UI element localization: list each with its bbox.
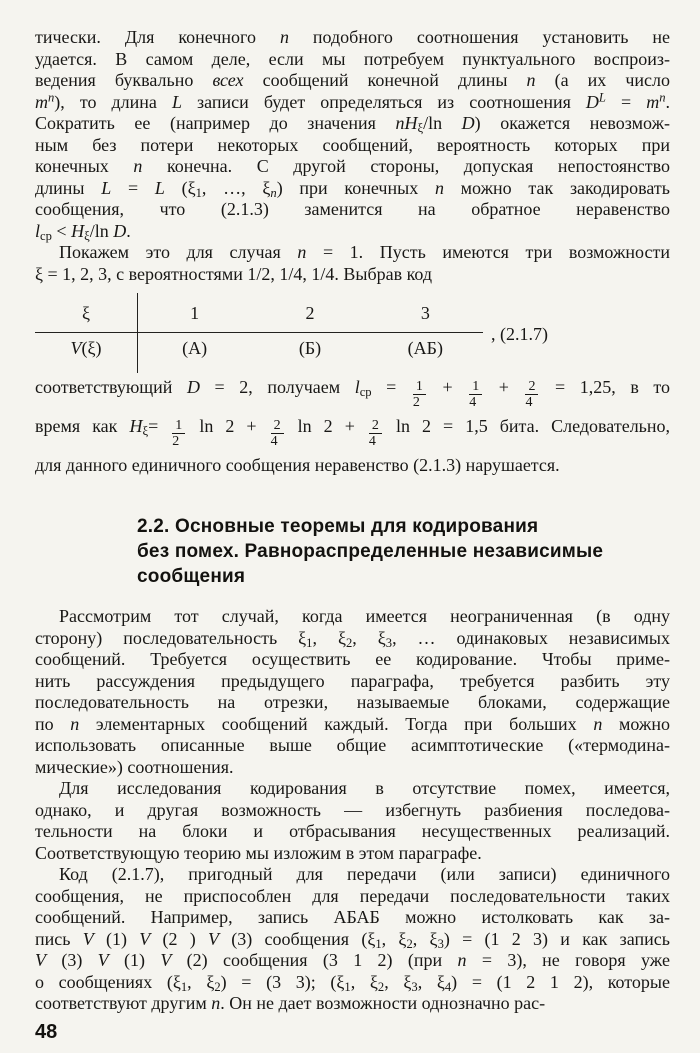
text-line: пись V (1) V (2 ) V (3) сообщения ($\xi_1$, $\xi_2$, $\xi_3) = (1$ 2 3) и как запись bbox=[35, 928, 670, 952]
fraction: $\frac{2}{4}$ bbox=[525, 379, 538, 411]
text-line: соответствуют другим n. Он не дает возможности однозначно рас- bbox=[35, 993, 546, 1014]
fraction: $\frac{1}{4}$ bbox=[469, 379, 482, 411]
code-table bbox=[35, 298, 483, 366]
text-line: нить рассуждения предыдущего параграфа, требуется разбить эту bbox=[35, 670, 670, 691]
text-line: последовательность на отрезки, называемые блоками, содержащие bbox=[35, 692, 670, 713]
text-line: по n элементарных сообщений каждый. Тогда при больших n можно bbox=[35, 713, 670, 734]
table-value-cell: (Б) bbox=[298, 337, 322, 358]
fraction: $\frac{1}{2}$ bbox=[172, 418, 185, 450]
text-line: сообщения, не приспособлен для передачи последовательности таких bbox=[35, 885, 670, 906]
text-line: $m^n$), то длина L записи будет определяться из соотношения $D^L = m^n$. bbox=[35, 90, 670, 112]
paragraph-code-limitation bbox=[35, 864, 670, 1015]
page-number: 48 bbox=[35, 1020, 58, 1043]
text-line: мические») соотношения. bbox=[35, 756, 234, 777]
equation-comma: , bbox=[491, 324, 496, 345]
text-line: удается. В самом деле, если мы потребуем пунктуального воспроиз- bbox=[35, 48, 670, 69]
fraction: $\frac{2}{4}$ bbox=[271, 418, 284, 450]
text-line: конечных n конечна. С другой стороны, допуская непостоянство bbox=[35, 156, 670, 176]
text-line: использовать описанные выше общие асимптотические («термодина- bbox=[35, 735, 670, 756]
text-line: однако, и другая возможность — избегнуть разбиения последова- bbox=[35, 799, 670, 820]
table-value-label: V(ξ) bbox=[70, 337, 102, 358]
text-line: $l_{ср} < H_\xi/\ln$ D. bbox=[35, 220, 131, 243]
equation-label: (2.1.7) bbox=[500, 324, 548, 345]
text-line: ведения буквально всех сообщений конечной длины n (а их число bbox=[35, 70, 670, 90]
table-value-cell: (А) bbox=[182, 337, 208, 358]
table-header-cell: 3 bbox=[420, 303, 430, 323]
text-line: сообщения, что (2.1.3) заменится на обратное неравенство bbox=[35, 199, 670, 219]
text-line: сообщений. Требуется осуществить ее кодирование. Чтобы приме- bbox=[35, 649, 670, 670]
fraction: $\frac{1}{2}$ bbox=[413, 379, 426, 411]
text-line: ным без потери некоторых сообщений, вероятность которых при bbox=[35, 134, 670, 155]
fraction: $\frac{2}{4}$ bbox=[369, 418, 382, 450]
text-line: о сообщениях ($\xi_1$, $\xi_2) = (3$ 3); ($\xi_1$, $\xi_2$, $\xi_3$, $\xi_4) = (1$ 2 1 2), которые bbox=[35, 971, 671, 995]
text-line: без помех. Равнораспределенные независимые bbox=[137, 541, 604, 563]
text-line: Сократить ее (например до значения $nH_\xi/\ln$ D) окажется невозмож- bbox=[35, 113, 670, 136]
text-line: Код (2.1.7), пригодный для передачи (или записи) единичного bbox=[59, 864, 670, 885]
text-line: Рассмотрим тот случай, когда имеется неограниченная (в одну bbox=[59, 606, 670, 627]
text-line: ξ = 1, 2, 3, с вероятностями 1/2, 1/4, 1/4. Выбрав код bbox=[35, 263, 433, 284]
text-line: Для исследования кодирования в отсутствие помех, имеется, bbox=[59, 778, 670, 799]
text-line: время как $H_\xi=$ $\frac{1}{2}$ ln 2 + $\frac{2}{4}$ ln 2 + $\frac{2}{4}$ ln 2 = 1,5 бита. Следовательно, bbox=[35, 415, 671, 450]
table-header-cell: 2 bbox=[305, 303, 315, 323]
table-vertical-rule bbox=[137, 293, 138, 373]
paragraph-sequence bbox=[35, 606, 670, 778]
text-line: сообщений. Например, запись АБАБ можно истолковать как за- bbox=[35, 907, 670, 928]
text-line: соответствующий D = 2, получаем $l_{ср}$ = $\frac{1}{2}$ + $\frac{1}{4}$ + $\frac{2}{4}$ = 1,25, в то bbox=[35, 377, 671, 411]
text-line: V (3) V (1) V (2) сообщения (3 1 2) (при n = 3), не говоря уже bbox=[35, 950, 670, 971]
table-value-row bbox=[35, 333, 483, 367]
paragraph-alternative bbox=[35, 778, 670, 864]
table-value-cell: (АБ) bbox=[407, 337, 443, 358]
text-line: тельности на блоки и отбрасывания несущественных реализаций. bbox=[35, 821, 670, 842]
text-line: 2.2. Основные теоремы для кодирования bbox=[137, 516, 539, 538]
text-line: Покажем это для случая n = 1. Пусть имеются три возможности bbox=[59, 242, 670, 262]
equation-number bbox=[491, 324, 548, 346]
code-table-equation bbox=[35, 298, 670, 366]
section-heading bbox=[137, 514, 670, 589]
paragraph-example-intro bbox=[35, 242, 670, 285]
text-line: для данного единичного сообщения неравенство (2.1.3) нарушается. bbox=[35, 454, 560, 475]
text-line: сообщения bbox=[137, 566, 246, 588]
text-line: длины L = L ($\xi_1$, …, $\xi_n$) при конечных n можно так закодировать bbox=[35, 177, 671, 200]
text-line: сторону) последовательность $\xi_1$, $\xi_2$, $\xi_3$, … одинаковых независимых bbox=[35, 627, 670, 651]
paragraph-continuation bbox=[35, 27, 670, 242]
table-header-label: ξ bbox=[81, 303, 91, 323]
text-line: Соответствующую теорию мы изложим в этом параграфе. bbox=[35, 842, 482, 863]
paragraph-calculation bbox=[35, 377, 670, 476]
table-header-cell: 1 bbox=[190, 303, 200, 323]
text-line: тически. Для конечного n подобного соотношения установить не bbox=[35, 27, 670, 47]
table-header-row bbox=[35, 298, 483, 333]
